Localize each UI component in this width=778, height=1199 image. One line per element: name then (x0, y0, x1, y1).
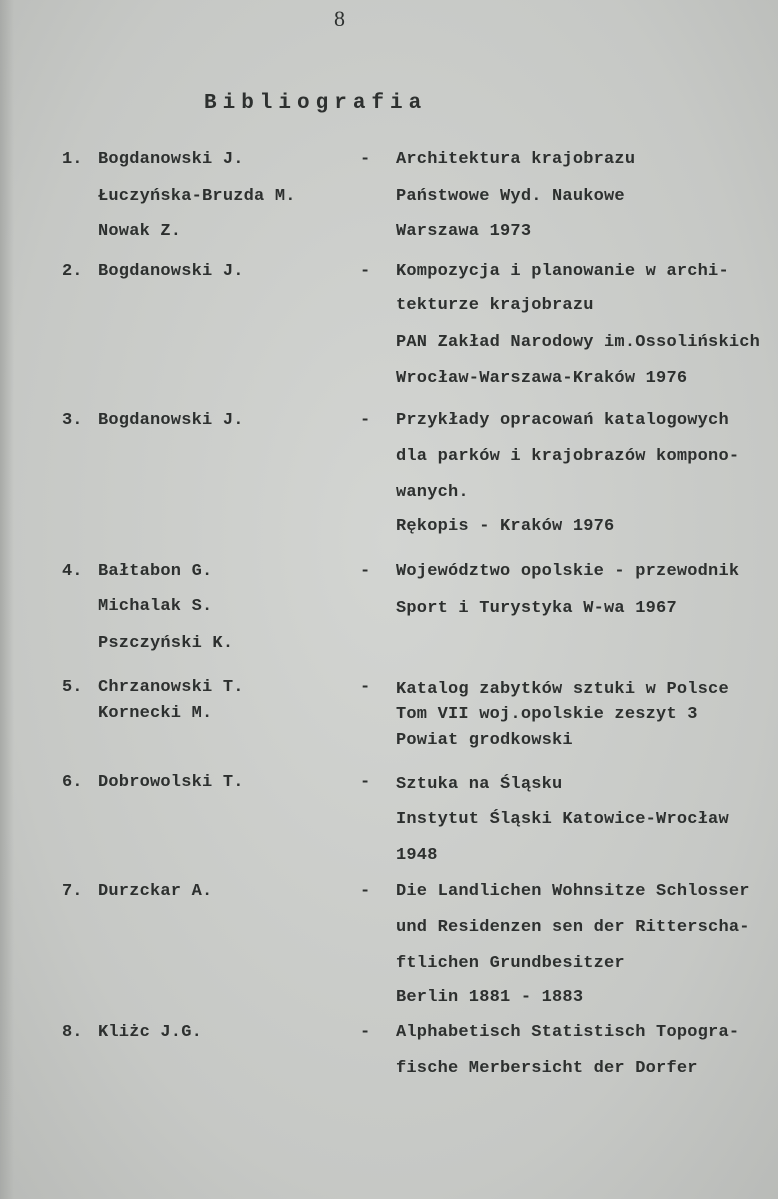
entry-number: 6. (62, 773, 83, 792)
entry-author: Kornecki M. (98, 704, 213, 723)
entry-dash: - (360, 150, 371, 169)
entry-detail: Berlin 1881 - 1883 (396, 988, 584, 1007)
entry-author: Dobrowolski T. (98, 773, 244, 792)
entry-dash: - (360, 882, 371, 901)
entry-detail: Sport i Turystyka W-wa 1967 (396, 599, 677, 618)
entry-detail: Katalog zabytków sztuki w Polsce (396, 680, 729, 699)
entry-author: Michalak S. (98, 597, 213, 616)
entry-number: 2. (62, 262, 83, 281)
entry-author: Łuczyńska-Bruzda M. (98, 187, 296, 206)
entry-detail: Tom VII woj.opolskie zeszyt 3 (396, 705, 698, 724)
entry-dash: - (360, 562, 371, 581)
entry-number: 8. (62, 1023, 83, 1042)
entry-number: 4. (62, 562, 83, 581)
entry-author: Durzckar A. (98, 882, 213, 901)
entry-dash: - (360, 411, 371, 430)
entry-detail: ftlichen Grundbesitzer (396, 954, 625, 973)
entry-dash: - (360, 773, 371, 792)
page-number: 8 (334, 6, 345, 31)
entry-detail: dla parków i krajobrazów kompono- (396, 447, 740, 466)
entry-author: Nowak Z. (98, 222, 182, 241)
entry-detail: wanych. (396, 483, 469, 502)
entry-number: 7. (62, 882, 83, 901)
entry-detail: tekturze krajobrazu (396, 296, 594, 315)
entry-detail: Kompozycja i planowanie w archi- (396, 262, 729, 281)
entry-detail: Województwo opolskie - przewodnik (396, 562, 740, 581)
entry-author: Pszczyński K. (98, 634, 234, 653)
entry-number: 3. (62, 411, 83, 430)
entry-detail: Sztuka na Śląsku (396, 775, 563, 794)
entry-detail: fische Merbersicht der Dorfer (396, 1059, 698, 1078)
entry-detail: Wrocław-Warszawa-Kraków 1976 (396, 369, 688, 388)
entry-author: Bogdanowski J. (98, 150, 244, 169)
entry-dash: - (360, 1023, 371, 1042)
entry-detail: Instytut Śląski Katowice-Wrocław (396, 810, 729, 829)
entry-detail: PAN Zakład Narodowy im.Ossolińskich (396, 333, 761, 352)
entry-detail: Rękopis - Kraków 1976 (396, 517, 615, 536)
entry-number: 5. (62, 678, 83, 697)
entry-detail: 1948 (396, 846, 438, 865)
entry-author: Bogdanowski J. (98, 262, 244, 281)
page-title: Bibliografia (204, 92, 428, 115)
entry-detail: Architektura krajobrazu (396, 150, 636, 169)
entry-detail: Warszawa 1973 (396, 222, 532, 241)
entry-dash: - (360, 262, 371, 281)
entry-number: 1. (62, 150, 83, 169)
entry-author: Chrzanowski T. (98, 678, 244, 697)
entry-detail: Państwowe Wyd. Naukowe (396, 187, 625, 206)
entry-author: Bałtabon G. (98, 562, 213, 581)
entry-detail: Die Landlichen Wohnsitze Schlosser (396, 882, 750, 901)
entry-author: Kliżc J.G. (98, 1023, 203, 1042)
entry-author: Bogdanowski J. (98, 411, 244, 430)
entry-detail: Alphabetisch Statistisch Topogra- (396, 1023, 740, 1042)
page-edge-shadow (0, 0, 14, 1199)
entry-dash: - (360, 678, 371, 697)
entry-detail: Przykłady opracowań katalogowych (396, 411, 729, 430)
entry-detail: Powiat grodkowski (396, 731, 573, 750)
entry-detail: und Residenzen sen der Ritterscha- (396, 918, 750, 937)
